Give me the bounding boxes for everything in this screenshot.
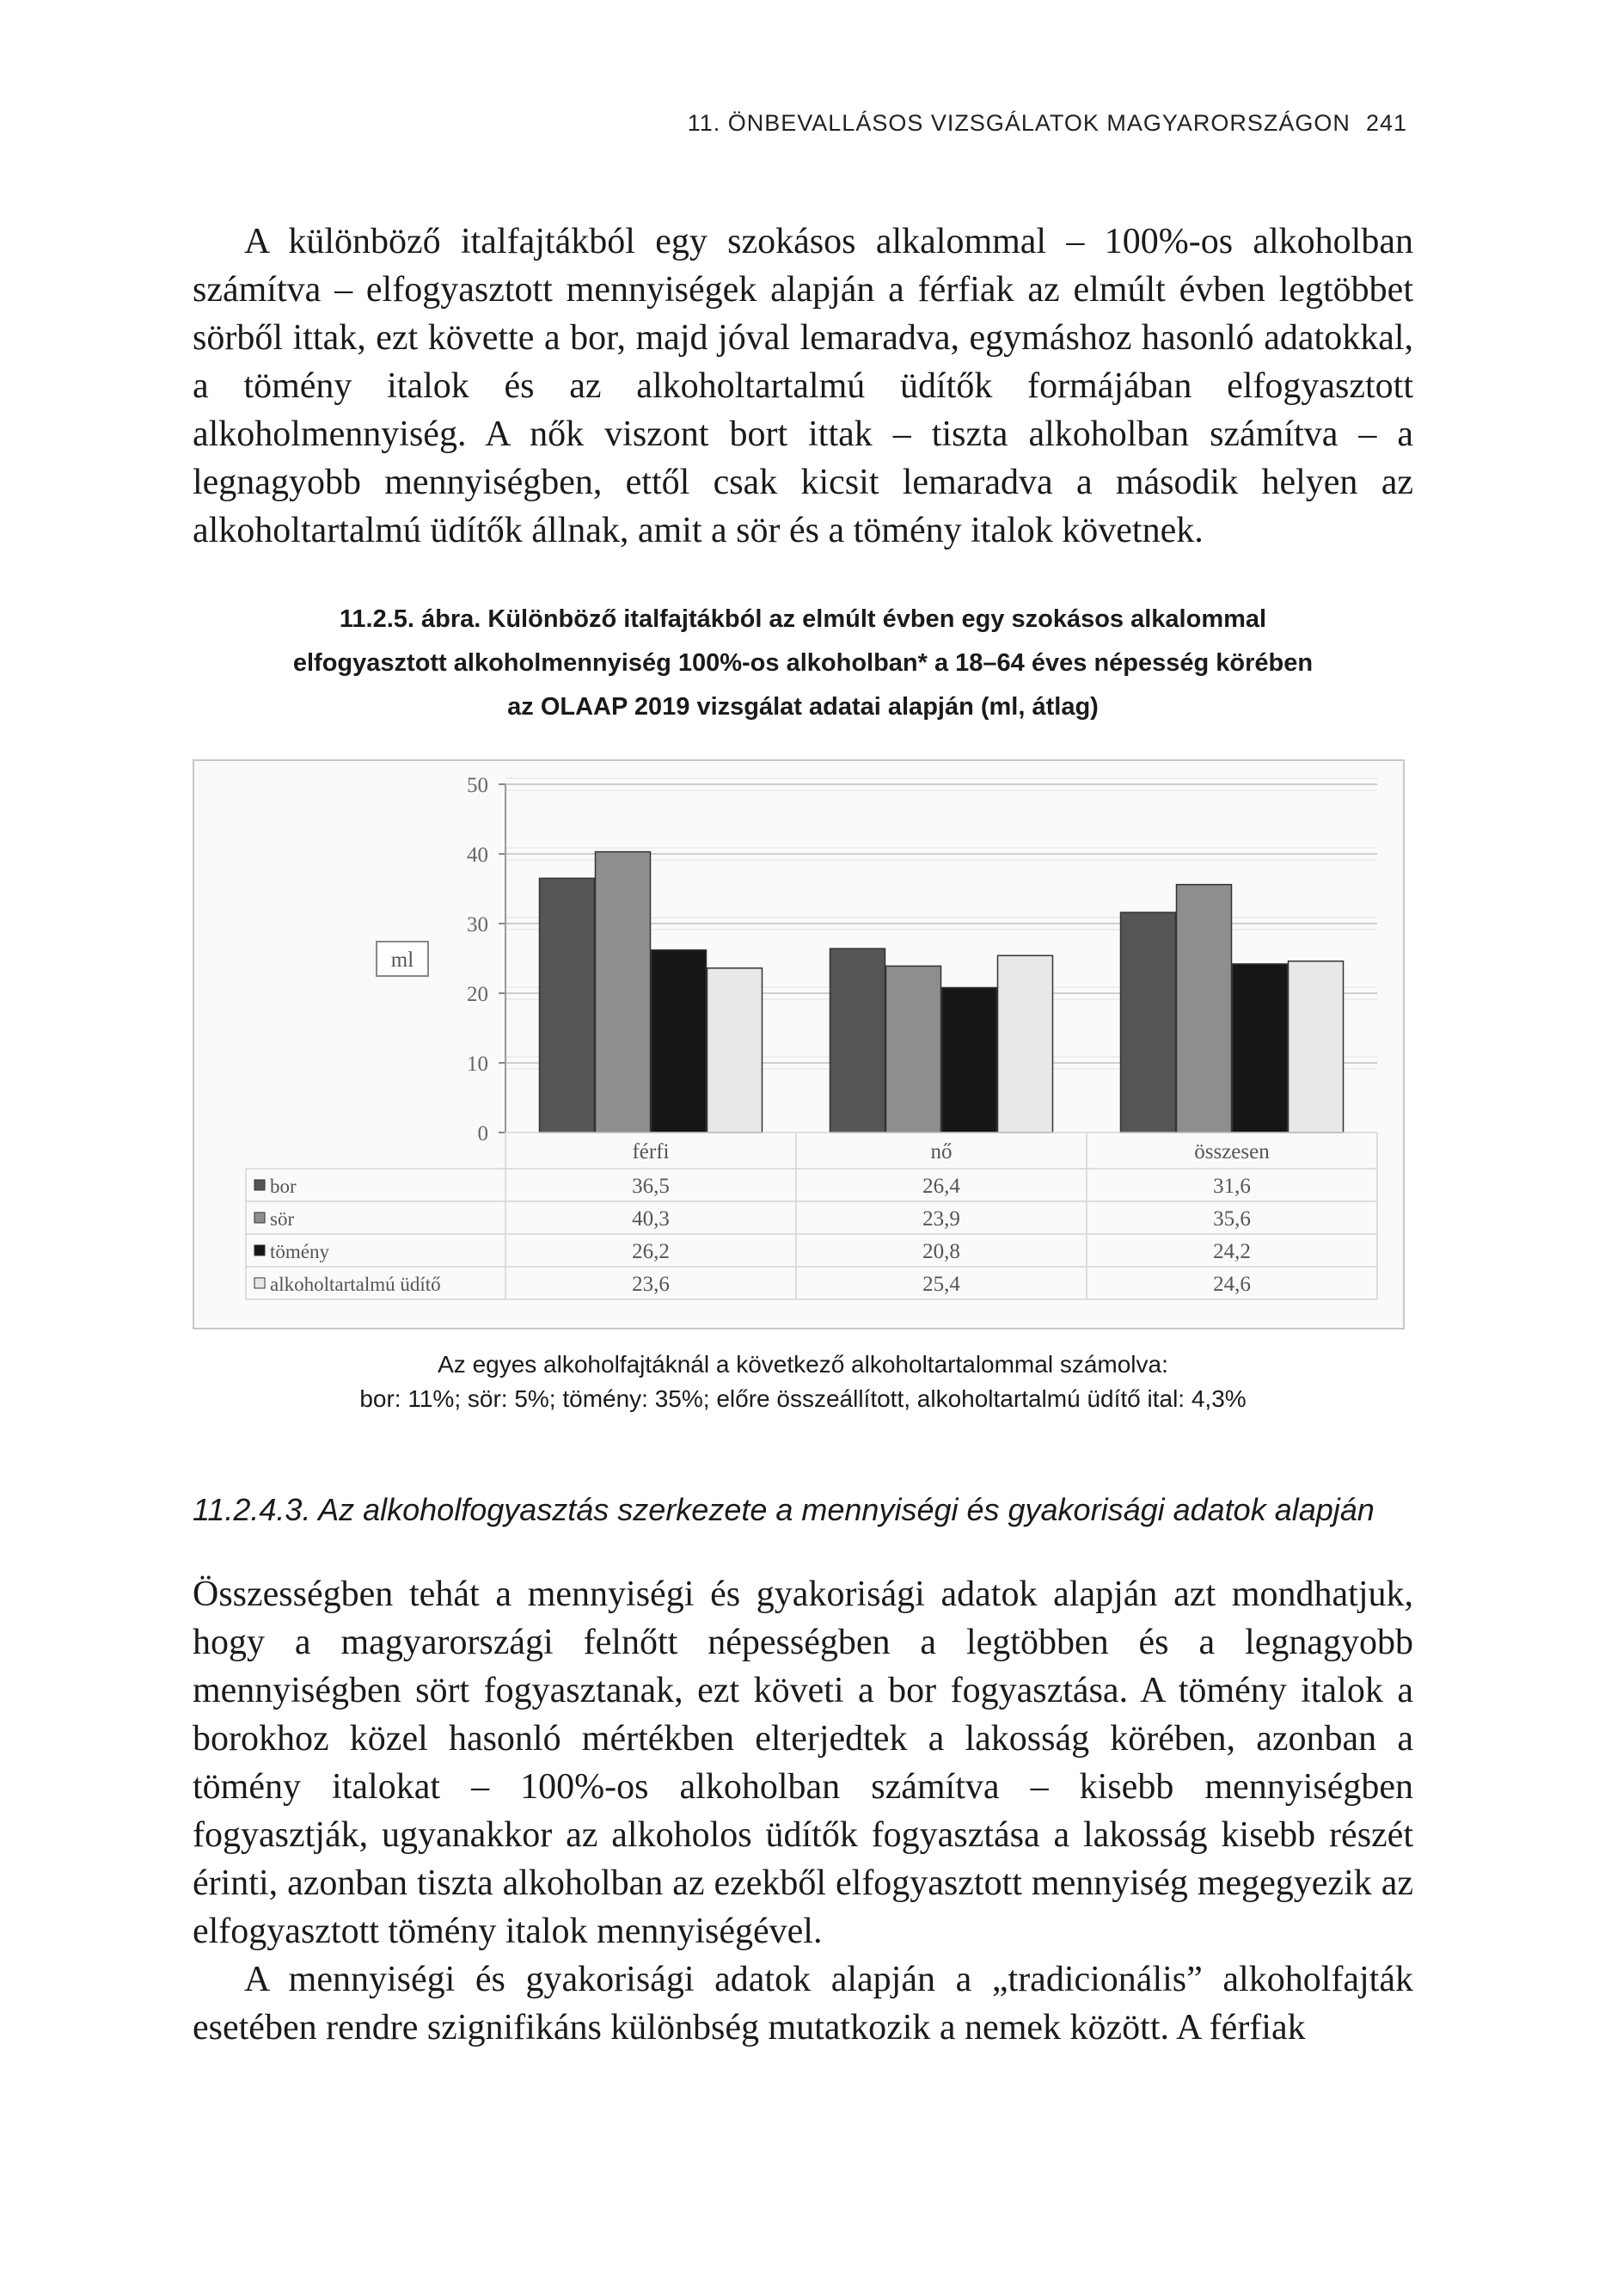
bar-sör — [886, 966, 941, 1133]
caption-line-3: az OLAAP 2019 vizsgálat adatai alapján (ml, átlag) — [507, 693, 1099, 721]
figure-caption — [193, 598, 1413, 729]
data-label: 24,6 — [1213, 1273, 1251, 1296]
note-line-1: Az egyes alkoholfajtáknál a következő alkoholtartalommal számolva: — [438, 1351, 1168, 1378]
running-title: 11. ÖNBEVALLÁSOS VIZSGÁLATOK MAGYARORSZÁGON — [687, 110, 1351, 136]
paragraph-1: A különböző italfajtákból egy szokásos alkalommal – 100%-os alkoholban számítva – elfogyasztott mennyiségek alapján a férfiak az elmúlt évben legtöbbet sörből ittak, ezt követte a bor, majd jóval lemaradva, egymáshoz hasonló adatokkal, a tömény italok és az alkoholtartalmú üdítők formájában elfogyasztott alkoholmennyiség. A nők viszont bort ittak – tiszta alkoholban számítva – a legnagyobb mennyiségben, ettől csak kicsit lemaradva a második helyen az alkoholtartalmú üdítők állnak, amit a sör és a tömény italok követnek. — [193, 222, 1413, 550]
data-label: 31,6 — [1213, 1175, 1251, 1198]
data-label: 40,3 — [632, 1207, 670, 1231]
paragraph-1-block — [193, 218, 1413, 555]
data-label: 26,4 — [922, 1175, 960, 1198]
chart-frame — [193, 759, 1405, 1329]
data-label: 26,2 — [632, 1240, 670, 1263]
y-tick-label: 40 — [467, 844, 488, 867]
bar-tömény — [652, 950, 707, 1133]
legend-label: sör — [270, 1208, 295, 1230]
paragraph-2: Összességben tehát a mennyiségi és gyakorisági adatok alapján azt mondhatjuk, hogy a magyarországi felnőtt népességben a legtöbben és a legnagyobb mennyiségben sört fogyasztanak, ezt követi a bor fogyasztása. A tömény italok a borokhoz közel hasonló mértékben elterjedtek a lakosság körében, azonban a tömény italokat – 100%-os alkoholban számítva – kisebb mennyiségben fogyasztják, ugyanakkor az alkoholos üdítők fogyasztása a lakosság kisebb részét érinti, azonban tiszta alkoholban az ezekből elfogyasztott mennyiség megegyezik az elfogyasztott tömény italok mennyiségével. — [193, 1575, 1413, 1951]
category-label: összesen — [1194, 1140, 1270, 1163]
section-subheading: 11.2.4.3. Az alkoholfogyasztás szerkezete a mennyiségi és gyakorisági adatok alapján — [193, 1492, 1375, 1527]
y-tick-label: 10 — [467, 1053, 488, 1076]
category-label: nő — [930, 1140, 953, 1163]
data-label: 25,4 — [922, 1273, 960, 1296]
bar-sör — [596, 852, 651, 1133]
legend-swatch — [254, 1278, 265, 1288]
category-label: férfi — [632, 1140, 670, 1163]
bar-tömény — [942, 988, 997, 1133]
note-line-2: bor: 11%; sör: 5%; tömény: 35%; előre összeállított, alkoholtartalmú üdítő ital: 4,3% — [359, 1385, 1247, 1412]
paragraph-3: A mennyiségi és gyakorisági adatok alapján a „tradicionális” alkoholfajták esetében rendre szignifikáns különbség mutatkozik a nemek között. A férfiak — [193, 1960, 1413, 2047]
data-label: 24,2 — [1213, 1240, 1251, 1263]
data-label: 36,5 — [632, 1175, 670, 1198]
y-tick-label: 20 — [467, 983, 488, 1006]
bar-bor — [1121, 912, 1176, 1133]
legend-label: bor — [270, 1176, 297, 1197]
y-tick-label: 50 — [467, 774, 488, 797]
y-tick-label: 0 — [477, 1122, 488, 1145]
paragraph-2-block — [193, 1570, 1413, 2052]
data-label: 23,9 — [922, 1207, 960, 1231]
page-number: 241 — [1365, 110, 1407, 136]
bar-bor — [540, 878, 595, 1133]
data-label: 23,6 — [632, 1273, 670, 1296]
figure-note — [193, 1348, 1413, 1416]
legend-swatch — [254, 1180, 265, 1190]
bar-alkoholtartalmú-üdítő — [708, 968, 763, 1133]
bar-bor — [830, 948, 885, 1133]
legend-label: alkoholtartalmú üdítő — [270, 1274, 441, 1295]
y-tick-label: 30 — [467, 913, 488, 936]
bar-tömény — [1233, 964, 1288, 1133]
running-head — [688, 110, 1407, 137]
bar-sör — [1177, 885, 1232, 1133]
legend-swatch — [254, 1212, 265, 1223]
y-axis-label: ml — [390, 948, 414, 972]
bar-alkoholtartalmú-üdítő — [998, 955, 1053, 1133]
data-label: 20,8 — [922, 1240, 960, 1263]
bar-alkoholtartalmú-üdítő — [1289, 961, 1344, 1133]
legend-swatch — [254, 1245, 265, 1255]
caption-line-2: elfogyasztott alkoholmennyiség 100%-os alkoholban* a 18–64 éves népesség körében — [292, 649, 1314, 677]
bar-chart — [194, 761, 1403, 1328]
data-label: 35,6 — [1213, 1207, 1251, 1231]
legend-label: tömény — [270, 1241, 329, 1262]
caption-line-1: 11.2.5. ábra. Különböző italfajtákból az elmúlt évben egy szokásos alkalommal — [339, 605, 1267, 633]
